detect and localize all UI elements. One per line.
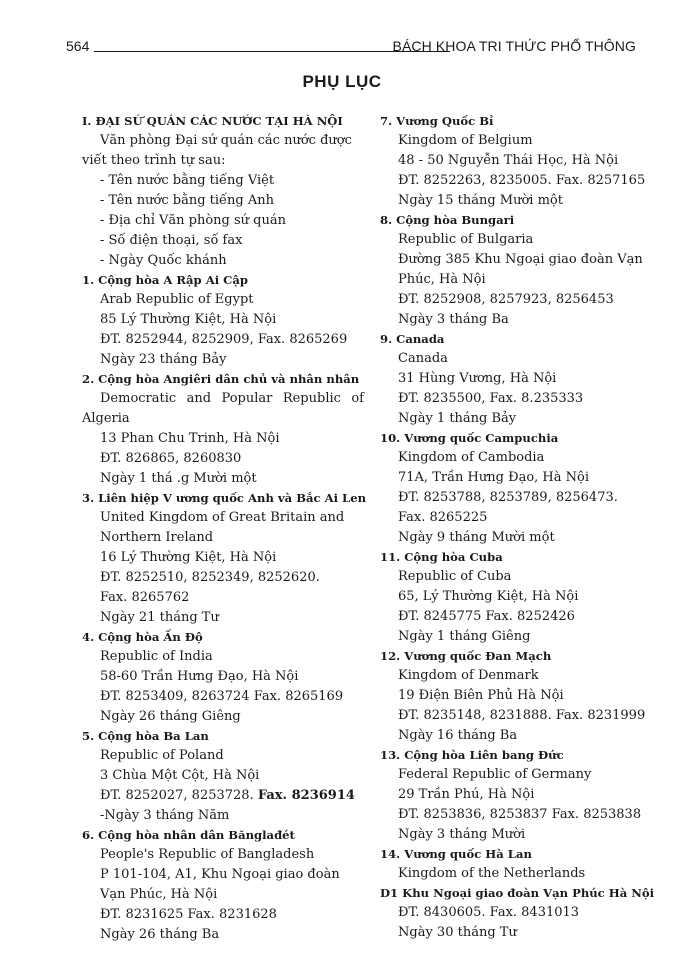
- national-day: Ngày 23 tháng Bảy: [100, 352, 227, 367]
- embassy-entry: [380, 647, 646, 746]
- address: 13 Phan Chu Trinh, Hà Nội: [100, 431, 280, 446]
- embassy-entry: [82, 489, 364, 628]
- phone: ĐT. 8252027, 8253728.: [100, 788, 254, 803]
- english-name: People's Republic of Bangladesh: [100, 847, 315, 862]
- national-day: Ngày 30 tháng Tư: [398, 925, 517, 940]
- page-title: PHỤ LỤC: [302, 72, 382, 91]
- left-column: [82, 112, 364, 945]
- embassy-heading: 11. Cộng hòa Cuba: [380, 550, 503, 564]
- english-name: United Kingdom of Great Britain and Northern Ireland: [100, 510, 345, 545]
- embassy-heading: 7. Vương Quốc Bỉ: [380, 114, 494, 128]
- english-name: Kingdom of Cambodia: [398, 450, 545, 465]
- embassy-heading: 8. Cộng hòa Bungari: [380, 213, 515, 227]
- phone-fax: ĐT. 8252908, 8257923, 8256453: [398, 292, 614, 307]
- page-header: [66, 34, 636, 60]
- fax: Fax. 8236914: [257, 788, 355, 803]
- embassy-entry: [82, 628, 364, 727]
- embassy-entry: [380, 845, 655, 943]
- english-name: Republic of Poland: [100, 748, 224, 763]
- english-name: Democratic and Popular Republic of Algeria: [82, 391, 364, 426]
- national-day: Ngày 1 tháng Bảy: [398, 411, 517, 426]
- list-item: - Tên nước bằng tiếng Việt: [100, 173, 275, 188]
- phone-fax: [82, 786, 364, 806]
- embassy-heading: 9. Canada: [380, 332, 445, 346]
- embassy-heading: 6. Cộng hòa nhân dân Bănglađét: [82, 828, 295, 842]
- phone-fax: ĐT. 8235148, 8231888. Fax. 8231999: [398, 708, 646, 723]
- english-name: Canada: [398, 351, 448, 366]
- section-heading: I. ĐẠI SỨ QUÁN CÁC NƯỚC TẠI HÀ NỘI: [82, 114, 343, 128]
- address: 29 Trần Phú, Hà Nội: [398, 787, 535, 802]
- right-column: [380, 112, 655, 943]
- embassy-entry: [82, 727, 364, 826]
- address: Đường 385 Khu Ngoại giao đoàn Vạn Phúc, Hà Nội: [398, 252, 643, 287]
- phone-fax: ĐT. 8430605. Fax. 8431013: [398, 905, 580, 920]
- embassy-entry: [380, 429, 646, 548]
- list-item: - Ngày Quốc khánh: [100, 253, 227, 268]
- national-day: Ngày 1 thá .g Mười một: [100, 471, 257, 486]
- embassy-heading: 2. Cộng hòa Angiêri dân chủ và nhân nhân: [82, 372, 360, 386]
- embassy-heading: 1. Cộng hòa A Rập Ai Cập: [82, 273, 248, 287]
- address: P 101-104, A1, Khu Ngoại giao đoàn Vạn Phúc, Hà Nội: [100, 867, 340, 902]
- english-name: Republic of India: [100, 649, 213, 664]
- english-name: Arab Republic of Egypt: [100, 292, 254, 307]
- embassy-entry: [82, 370, 364, 489]
- phone-fax: ĐT. 8231625 Fax. 8231628: [100, 907, 277, 922]
- embassy-heading: 13. Cộng hòa Liên bang Đức: [380, 748, 564, 762]
- phone-fax: ĐT. 8253836, 8253837 Fax. 8253838: [398, 807, 642, 822]
- national-day: Ngày 21 tháng Tư: [100, 610, 219, 625]
- phone: ĐT. 8252510, 8252349, 8252620.: [100, 570, 320, 585]
- embassy-entry: [380, 746, 646, 845]
- fax: Fax. 8265225: [398, 510, 488, 525]
- list-item: - Số điện thoại, số fax: [100, 233, 243, 248]
- embassy-entry: [380, 211, 646, 330]
- national-day: Ngày 1 tháng Giêng: [398, 629, 531, 644]
- phone-fax: ĐT. 8245775 Fax. 8252426: [398, 609, 575, 624]
- embassy-entry: [380, 112, 646, 211]
- national-day: Ngày 15 tháng Mười một: [398, 193, 563, 208]
- national-day: Ngày 26 tháng Ba: [100, 927, 220, 942]
- address: 3 Chùa Một Cột, Hà Nội: [100, 768, 260, 783]
- national-day: Ngày 3 tháng Mười: [398, 827, 526, 842]
- embassy-entry: [380, 548, 646, 647]
- english-name: Kingdom of Denmark: [398, 668, 539, 683]
- fax: Fax. 8265762: [100, 590, 190, 605]
- address: 58-60 Trần Hưng Đạo, Hà Nội: [100, 669, 299, 684]
- embassy-entry: [380, 330, 646, 429]
- english-name: Federal Republic of Germany: [398, 767, 592, 782]
- phone-fax: ĐT. 8252944, 8252909, Fax. 8265269: [100, 332, 348, 347]
- national-day: Ngày 9 tháng Mười một: [398, 530, 555, 545]
- list-item: - Tên nước bằng tiếng Anh: [100, 193, 274, 208]
- national-day: Ngày 16 tháng Ba: [398, 728, 518, 743]
- embassy-heading: 10. Vương quốc Campuchia: [380, 431, 559, 445]
- embassy-entry: [82, 271, 364, 370]
- phone-fax: ĐT. 8253409, 8263724 Fax. 8265169: [100, 689, 344, 704]
- embassy-heading: 3. Liên hiệp V ương quốc Anh và Bắc Ai Len: [82, 491, 366, 505]
- address: 16 Lý Thường Kiệt, Hà Nội: [100, 550, 277, 565]
- phone-fax: ĐT. 8252263, 8235005. Fax. 8257165: [398, 173, 646, 188]
- phone-fax: ĐT. 8235500, Fax. 8.235333: [398, 391, 584, 406]
- embassy-entry: [82, 826, 364, 945]
- national-day: Ngày 3 tháng Ba: [398, 312, 509, 327]
- embassy-heading: 4. Cộng hòa Ấn Độ: [82, 630, 203, 644]
- embassy-heading: 12. Vương quốc Đan Mạch: [380, 649, 552, 663]
- english-name: Kingdom of the Netherlands: [398, 866, 586, 881]
- embassy-heading: 5. Cộng hòa Ba Lan: [82, 729, 209, 743]
- address: D1 Khu Ngoại giao đoàn Vạn Phúc Hà Nội: [380, 886, 655, 900]
- english-name: Republic of Bulgaria: [398, 232, 534, 247]
- english-name: Kingdom of Belgium: [398, 133, 533, 148]
- list-item: - Địa chỉ Văn phòng sứ quán: [100, 213, 286, 228]
- phone: ĐT. 8253788, 8253789, 8256473.: [398, 490, 618, 505]
- phone-fax: ĐT. 826865, 8260830: [100, 451, 242, 466]
- national-day: -Ngày 3 tháng Năm: [100, 808, 230, 823]
- address: 31 Hùng Vương, Hà Nội: [398, 371, 557, 386]
- page-number: 564: [66, 38, 90, 54]
- address: 65, Lý Thường Kiệt, Hà Nội: [398, 589, 579, 604]
- address: 48 - 50 Nguyễn Thái Học, Hà Nội: [398, 153, 619, 168]
- address: 85 Lý Thường Kiệt, Hà Nội: [100, 312, 277, 327]
- embassy-heading: 14. Vương quốc Hà Lan: [380, 847, 532, 861]
- running-title: BÁCH KHOA TRI THỨC PHỔ THÔNG: [392, 38, 636, 54]
- address: 19 Điện Biên Phủ Hà Nội: [398, 688, 564, 703]
- address: 71A, Trần Hưng Đạo, Hà Nội: [398, 470, 590, 485]
- section-intro: Văn phòng Đại sứ quán các nước được viết theo trình tự sau:: [82, 133, 352, 168]
- english-name: Republic of Cuba: [398, 569, 512, 584]
- national-day: Ngày 26 tháng Giêng: [100, 709, 241, 724]
